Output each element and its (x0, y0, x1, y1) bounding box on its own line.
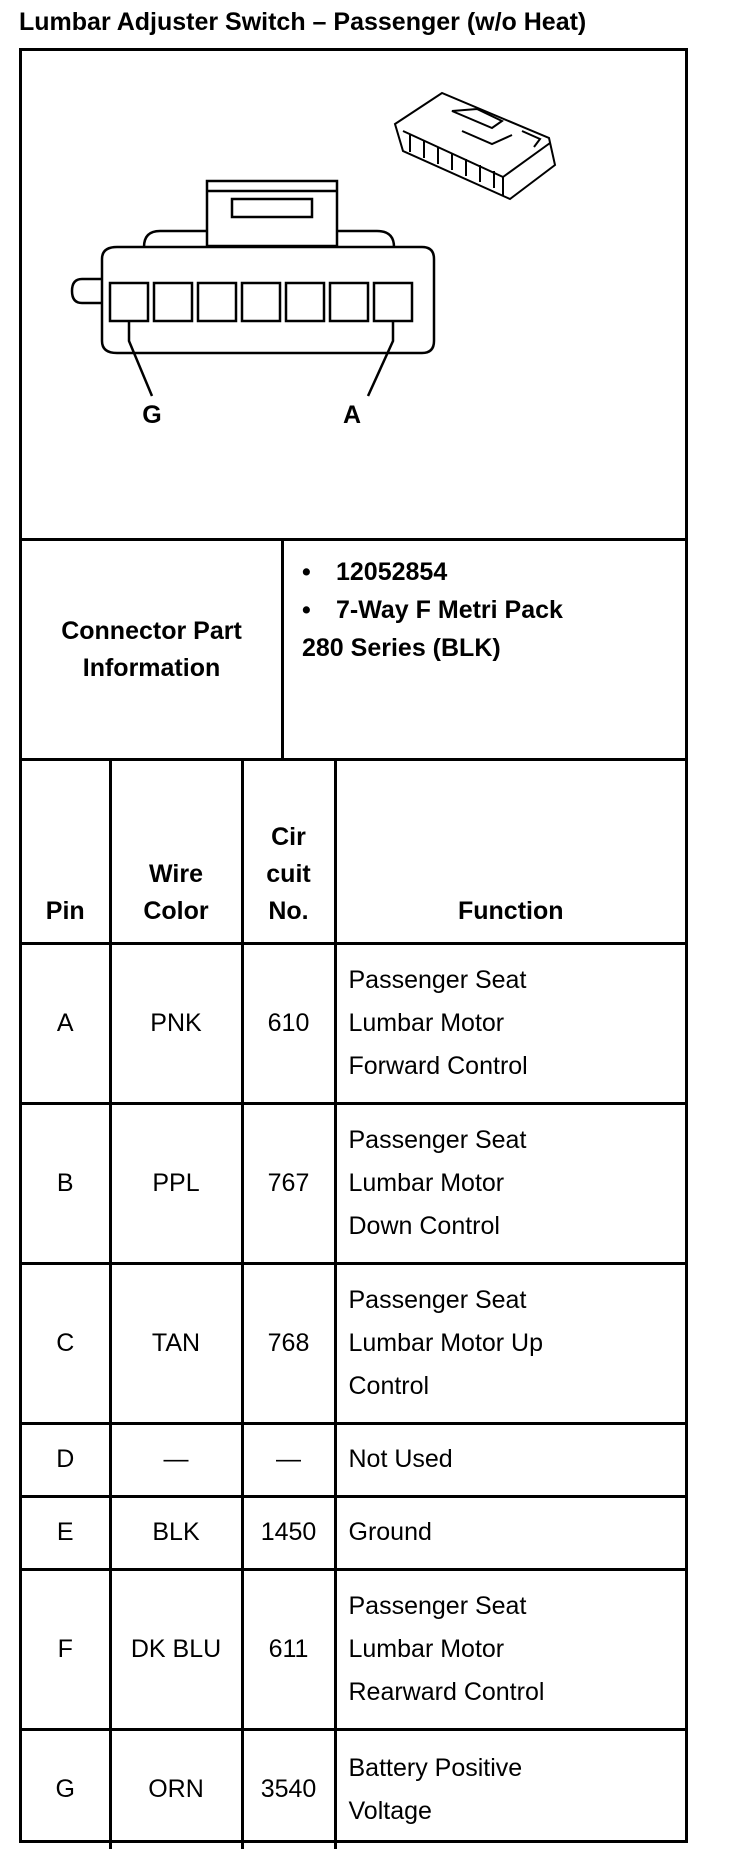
connector-info-label-line1: Connector Part (61, 616, 242, 645)
pin-cell: E (22, 1496, 110, 1569)
circuit-cell: 3540 (242, 1729, 335, 1849)
connector-face-drawing (22, 51, 685, 538)
pinout-header-row (22, 761, 685, 943)
function-cell: Battery Positive Voltage (335, 1729, 685, 1849)
bullet-icon: • (302, 558, 311, 586)
wire-color-cell: PPL (110, 1103, 242, 1263)
function-cell: Not Used (335, 1423, 685, 1496)
connector-3d-thumbnail (395, 93, 555, 199)
circuit-cell: 768 (242, 1263, 335, 1423)
wire-color-cell: TAN (110, 1263, 242, 1423)
pin-label-a: A (342, 401, 362, 429)
wire-color-cell: ORN (110, 1729, 242, 1849)
wire-color-cell: DK BLU (110, 1569, 242, 1729)
wire-color-cell: BLK (110, 1496, 242, 1569)
table-row (22, 943, 685, 1103)
connector-type: 7-Way F Metri Pack (336, 596, 563, 624)
pin-cell: G (22, 1729, 110, 1849)
part-number: 12052854 (336, 558, 448, 586)
pin-cell: B (22, 1103, 110, 1263)
table-row (22, 1569, 685, 1729)
circuit-cell: 1450 (242, 1496, 335, 1569)
pin-label-g: G (142, 401, 162, 429)
connector-diagram (22, 51, 685, 541)
pin-cell: C (22, 1263, 110, 1423)
function-cell: Passenger Seat Lumbar Motor Forward Control (335, 943, 685, 1103)
connector-part-info (22, 541, 685, 761)
header-function: Function (335, 761, 685, 943)
function-cell: Ground (335, 1496, 685, 1569)
table-row (22, 1729, 685, 1849)
pinout-table (22, 761, 685, 1849)
function-cell: Passenger Seat Lumbar Motor Down Control (335, 1103, 685, 1263)
header-circuit-no: Cir cuit No. (242, 761, 335, 943)
pin-cell: D (22, 1423, 110, 1496)
leader-line-a (368, 321, 393, 396)
circuit-cell: 610 (242, 943, 335, 1103)
circuit-cell: 611 (242, 1569, 335, 1729)
table-row (22, 1496, 685, 1569)
wire-color-cell: — (110, 1423, 242, 1496)
pin-cell: F (22, 1569, 110, 1729)
pin-cell: A (22, 943, 110, 1103)
leader-line-g (129, 321, 152, 396)
circuit-cell: 767 (242, 1103, 335, 1263)
connector-info-label (22, 541, 284, 758)
connector-info-label-line2: Information (82, 653, 221, 682)
bullet-connector-type (302, 591, 682, 629)
bullet-part-number (302, 553, 682, 591)
table-row (22, 1423, 685, 1496)
circuit-cell: — (242, 1423, 335, 1496)
header-wire-color: Wire Color (110, 761, 242, 943)
connector-body (102, 247, 434, 353)
page-title: Lumbar Adjuster Switch – Passenger (w/o Heat) (19, 8, 587, 36)
header-pin: Pin (22, 761, 110, 943)
function-cell: Passenger Seat Lumbar Motor Rearward Control (335, 1569, 685, 1729)
connector-series: 280 Series (BLK) (302, 634, 501, 662)
table-row (22, 1263, 685, 1423)
connector-info-values (302, 553, 682, 667)
connector-table-frame (19, 48, 688, 1843)
wire-color-cell: PNK (110, 943, 242, 1103)
table-row (22, 1103, 685, 1263)
bullet-icon: • (302, 596, 311, 624)
function-cell: Passenger Seat Lumbar Motor Up Control (335, 1263, 685, 1423)
